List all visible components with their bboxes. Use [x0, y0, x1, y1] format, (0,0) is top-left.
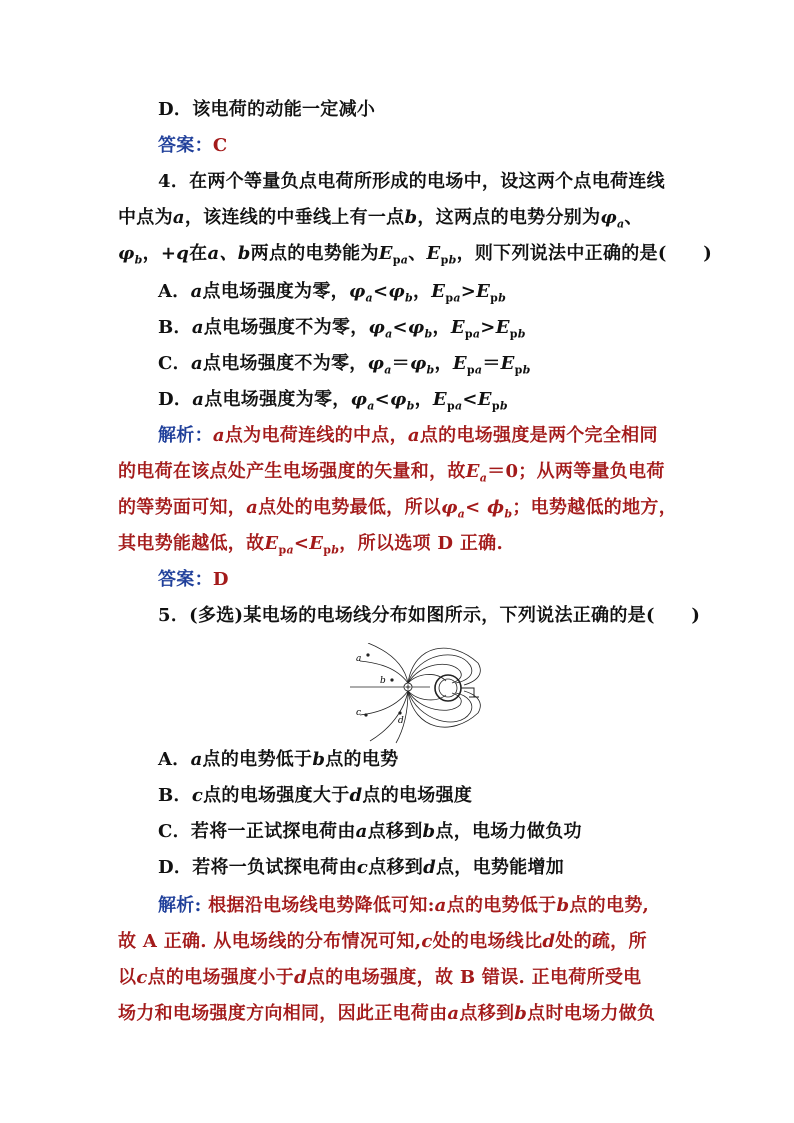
q5-option-b: B．c点的电场强度大于d点的电场强度 — [158, 785, 473, 806]
q5-analysis-line-3: 以c点的电场强度小于d点的电场强度，故 B 错误. 正电荷所受电 — [118, 967, 642, 988]
q4-stem-line-3: $\varphi_b$，+q在a、b两点的电势能为$E_{pa}$、$E_{pb}$，则下列说法中正确的是( ) — [118, 243, 713, 267]
q3-answer: 答案：C — [158, 135, 228, 156]
q4-answer: 答案：D — [158, 569, 229, 590]
field-line — [408, 691, 472, 722]
label-c: c — [356, 708, 362, 718]
point-c — [364, 713, 367, 716]
q4-option-b: B．a点电场强度不为零，$\varphi_a<\varphi_b$，$E_{pa}>E_{pb}$ — [158, 317, 526, 341]
q5-option-c: C．若将一正试探电荷由a点移到b点，电场力做负功 — [158, 821, 582, 842]
q4-option-a: A．a点电场强度为零，$\varphi_a<\varphi_b$，$E_{pa}>E_{pb}$ — [158, 281, 507, 305]
point-b — [390, 678, 393, 681]
q5-option-d: D．若将一负试探电荷由c点移到d点，电势能增加 — [158, 857, 565, 878]
field-line — [408, 664, 461, 683]
electric-field-lines-figure — [348, 643, 488, 745]
q5-analysis-line-4: 场力和电场强度方向相同，因此正电荷由a点移到b点时电场力做负 — [118, 1003, 656, 1024]
field-line — [360, 691, 408, 715]
point-a — [366, 653, 369, 656]
q4-analysis-line-1: 解析：a点为电荷连线的中点，a点的电场强度是两个完全相同 — [158, 425, 658, 446]
point-d — [398, 711, 401, 714]
q4-option-d: D．a点电场强度为零，$\varphi_a<\varphi_b$，$E_{pa}<E_{pb}$ — [158, 389, 508, 413]
q5-stem: 5．(多选)某电场的电场线分布如图所示，下列说法正确的是( ) — [158, 605, 701, 626]
label-a: a — [356, 654, 362, 664]
q4-stem-line-2: 中点为a，该连线的中垂线上有一点b，这两点的电势分别为$\varphi_a$、 — [118, 207, 643, 231]
q4-analysis-line-3: 的等势面可知，a点处的电势最低，所以$\varphi_a< \phi_b$；电势越低的地方， — [118, 497, 678, 521]
q4-analysis-line-2: 的电荷在该点处产生电场强度的矢量和，故$E_a=0$；从两等量负电荷 — [118, 461, 665, 485]
q5-option-a: A．a点的电势低于b点的电势 — [158, 749, 399, 770]
q5-analysis-line-2: 故 A 正确. 从电场线的分布情况可知,c处的电场线比d处的疏，所 — [118, 931, 647, 952]
q5-analysis-line-1: 解析: 根据沿电场线电势降低可知:a点的电势低于b点的电势, — [158, 895, 650, 916]
q3-option-d: D．该电荷的动能一定减小 — [158, 99, 376, 120]
q4-option-c: C．a点电场强度不为零，$\varphi_a=\varphi_b$，$E_{pa}=E_{pb}$ — [158, 353, 531, 377]
q4-stem-line-1: 4．在两个等量负点电荷所形成的电场中，设这两个点电荷连线 — [158, 171, 665, 192]
label-b: b — [380, 676, 386, 686]
label-d: d — [398, 716, 404, 726]
q4-analysis-line-4: 其电势能越低，故$E_{pa}<E_{pb}$，所以选项 D 正确. — [118, 533, 504, 557]
metal-sphere-inner — [439, 679, 457, 697]
